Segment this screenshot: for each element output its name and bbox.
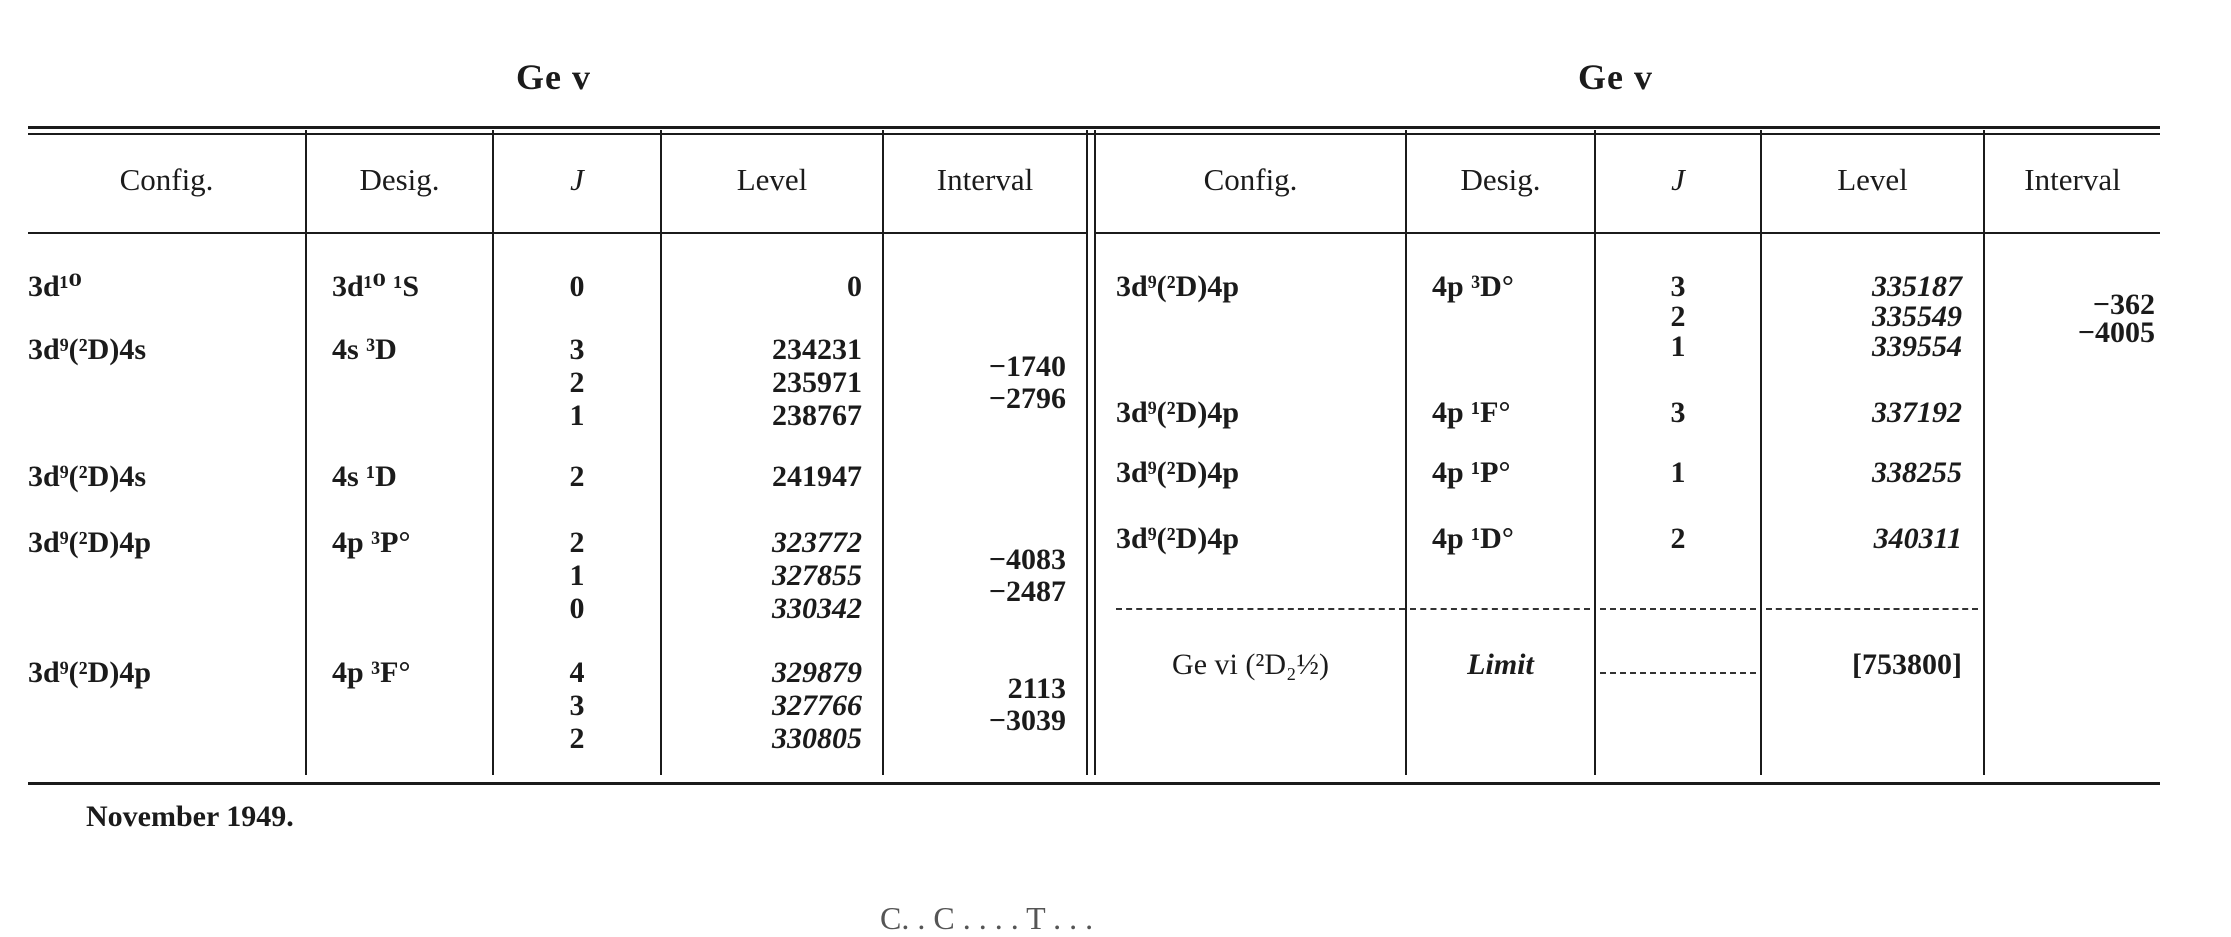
interval-value: −3039 — [988, 704, 1066, 737]
j-value: 3 — [1670, 270, 1686, 303]
j-value: 4 — [569, 656, 585, 689]
dashed-separator — [1766, 608, 1978, 610]
level-value: 330805 — [772, 722, 862, 755]
j-value: 3 — [569, 689, 585, 722]
header-underline — [1762, 232, 1983, 234]
config-cell: 3d⁹(²D)4p — [1116, 396, 1240, 429]
header-underline — [1407, 232, 1594, 234]
j-value: 0 — [569, 592, 585, 625]
interval-value: −2487 — [988, 575, 1066, 608]
j-value: 2 — [1670, 300, 1686, 333]
level-value: 0 — [847, 270, 862, 303]
desig-cell: 4s ³D — [332, 333, 397, 366]
desig-cell: 3d¹⁰ ¹S — [332, 270, 419, 303]
interval-value: −1740 — [988, 350, 1066, 383]
interval-value: −4083 — [988, 543, 1066, 576]
config-cell: 3d¹⁰ — [28, 270, 82, 303]
level-value: 338255 — [1872, 456, 1962, 489]
limit-dash — [1600, 672, 1756, 674]
level-value: 329879 — [772, 656, 862, 689]
column-divider — [1983, 130, 1985, 775]
desig-cell: 4s ¹D — [332, 460, 397, 493]
config-cell: 3d⁹(²D)4p — [1116, 456, 1240, 489]
desig-cell: 4p ¹D° — [1432, 522, 1514, 555]
column-divider — [1086, 130, 1088, 775]
j-value: 3 — [1670, 396, 1686, 429]
level-value: 339554 — [1872, 330, 1962, 363]
header-underline — [1596, 232, 1760, 234]
desig-cell: 4p ¹P° — [1432, 456, 1511, 489]
header-underline — [1096, 232, 1405, 234]
interval-value: 2113 — [1007, 672, 1066, 705]
header-desig: Desig. — [359, 162, 440, 197]
level-value: 340311 — [1873, 522, 1962, 555]
header-level: Level — [1837, 162, 1908, 197]
cutoff-text: C. . C . . . . T . . . — [880, 900, 1094, 936]
j-value: 1 — [569, 559, 585, 592]
level-value: 335549 — [1872, 300, 1962, 333]
interval-value: −362 — [2092, 288, 2155, 321]
dashed-separator — [1410, 608, 1590, 610]
interval-value: −2796 — [988, 382, 1066, 415]
config-cell: 3d⁹(²D)4p — [1116, 522, 1240, 555]
column-divider — [1594, 130, 1596, 775]
interval-value: −4005 — [2077, 316, 2155, 349]
header-config: Config. — [1203, 162, 1298, 197]
desig-cell: 4p ¹F° — [1432, 396, 1511, 429]
header-config: Config. — [119, 162, 214, 197]
j-value: 1 — [569, 399, 585, 432]
level-value: 335187 — [1872, 270, 1962, 303]
header-j: J — [1671, 162, 1685, 197]
desig-cell: 4p ³P° — [332, 526, 411, 559]
j-value: 2 — [569, 526, 585, 559]
column-divider — [305, 130, 307, 775]
config-cell: 3d⁹(²D)4p — [1116, 270, 1240, 303]
level-value: 327855 — [772, 559, 862, 592]
level-value: 323772 — [772, 526, 862, 559]
config-cell: 3d⁹(²D)4p — [28, 526, 152, 559]
level-value: 235971 — [772, 366, 862, 399]
j-value: 3 — [569, 333, 585, 366]
header-underline — [884, 232, 1086, 234]
left-table-title: Ge v — [516, 57, 591, 97]
limit-config: Ge vi (²D₂½) — [1172, 648, 1329, 681]
config-cell: 3d⁹(²D)4s — [28, 333, 146, 366]
j-value: 2 — [1670, 522, 1686, 555]
level-value: 234231 — [772, 333, 862, 366]
header-underline — [28, 232, 305, 234]
header-level: Level — [736, 162, 808, 197]
desig-cell: 4p ³D° — [1432, 270, 1514, 303]
j-value: 2 — [569, 722, 585, 755]
level-value: 337192 — [1872, 396, 1962, 429]
header-desig: Desig. — [1460, 162, 1541, 197]
config-cell: 3d⁹(²D)4p — [28, 656, 152, 689]
top-rule-1 — [28, 126, 2160, 129]
dashed-separator — [1600, 608, 1756, 610]
j-value: 1 — [1670, 330, 1686, 363]
level-value: 327766 — [772, 689, 862, 722]
footnote-date: November 1949. — [86, 800, 294, 833]
right-table-title: Ge v — [1578, 57, 1653, 97]
j-value: 1 — [1670, 456, 1686, 489]
limit-level: [753800] — [1852, 648, 1962, 681]
header-underline — [307, 232, 492, 234]
dashed-separator — [1116, 608, 1405, 610]
limit-label: Limit — [1467, 648, 1534, 681]
level-value: 241947 — [772, 460, 862, 493]
header-underline — [1985, 232, 2160, 234]
j-value: 0 — [569, 270, 585, 303]
j-value: 2 — [569, 460, 585, 493]
header-j: J — [570, 162, 584, 197]
header-interval: Interval — [936, 162, 1034, 197]
header-interval: Interval — [2024, 162, 2121, 197]
config-cell: 3d⁹(²D)4s — [28, 460, 146, 493]
level-value: 238767 — [772, 399, 862, 432]
level-value: 330342 — [772, 592, 862, 625]
j-value: 2 — [569, 366, 585, 399]
header-underline — [662, 232, 882, 234]
header-underline — [494, 232, 660, 234]
desig-cell: 4p ³F° — [332, 656, 411, 689]
bottom-rule — [28, 782, 2160, 785]
